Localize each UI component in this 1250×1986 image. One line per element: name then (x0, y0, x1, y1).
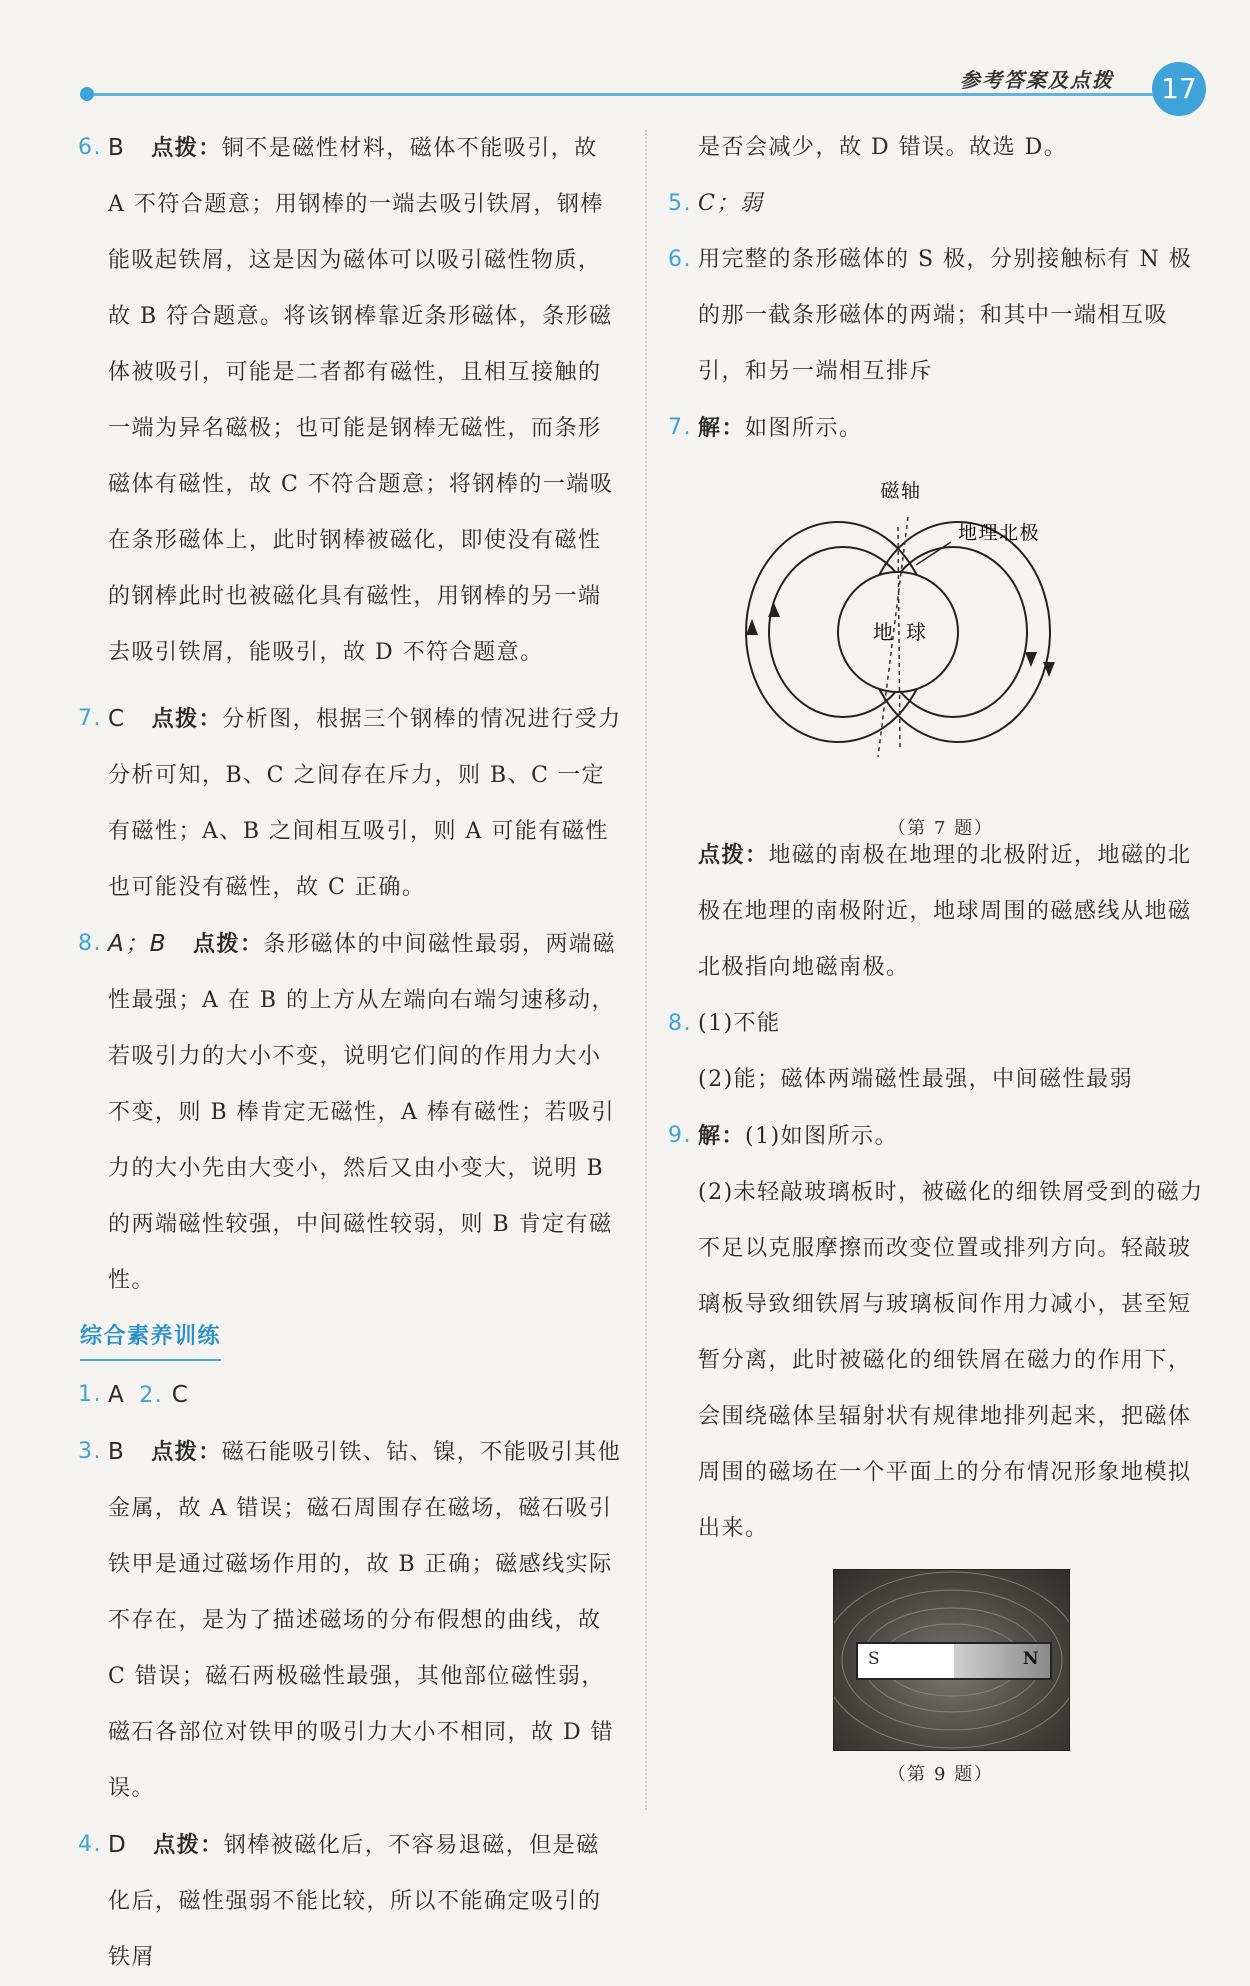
question-number: 8. (668, 1011, 692, 1036)
earth-circle (838, 572, 958, 692)
hint-text: 铜不是磁性材料，磁体不能吸引，故 A 不符合题意；用钢棒的一端去吸引铁屑，钢棒能吸起铁屑，这是因为磁体可以吸引磁性物质，故 B 符合题意。将该钢棒靠近条形磁体，条形磁体被吸引，可能是二者都有磁性，且相互接触的一端为异名磁极；也可能是钢棒无磁性，而条形磁体有磁性，故 C 不符合题意；将钢棒的一端吸在条形磁体上，此时钢棒被磁化，即使没有磁性的钢棒此时也被磁化具有磁性，用钢棒的另一端去吸引铁屑，能吸引，故 D 不符合题意。 (108, 136, 614, 665)
question-number: 9. (668, 1123, 692, 1148)
earth-magnetic-field-diagram (668, 457, 1213, 787)
answer-letter: C (171, 1382, 190, 1408)
figure-caption: （第 9 题） (887, 1764, 994, 1785)
answer-5 (668, 176, 1213, 232)
bar-magnet (856, 1642, 1052, 1680)
magnet-n-pole: N (954, 1644, 1050, 1678)
answer-part-2: (2)能；磁体两端磁性最强，中间磁性最弱 (698, 1067, 1134, 1092)
question-number: 2. (139, 1383, 164, 1408)
question-number: 6. (78, 135, 102, 160)
hint-label: 点拨： (153, 1832, 224, 1858)
page-number: 17 (1152, 62, 1206, 116)
figure-caption: （第 7 题） (887, 818, 994, 839)
answer-part-2: (2)未轻敲玻璃板时，被磁化的细铁屑受到的磁力不足以克服摩擦而改变位置或排列方向。轻敲玻璃板导致细铁屑与玻璃板间作用力减小，甚至短暂分离，此时被磁化的细铁屑在磁力的作用下，会围绕磁体呈辐射状有规律地排列起来，把磁体周围的磁场在一个平面上的分布情况形象地模拟出来。 (698, 1180, 1204, 1541)
answer-8-right (668, 996, 1213, 1108)
answer-8 (78, 916, 623, 1309)
answer-7-note (668, 827, 1213, 996)
hint-label: 点拨： (151, 706, 223, 732)
answer-4 (78, 1817, 623, 1986)
answer-7 (78, 691, 623, 916)
header-rule (88, 93, 1158, 96)
solution-label: 解： (698, 415, 746, 441)
hint-label: 点拨： (698, 842, 769, 868)
answer-9 (668, 1108, 1213, 1557)
arrow-left-inner (768, 603, 780, 617)
answer-text: 用完整的条形磁体的 S 极，分别接触标有 N 极的那一截条形磁体的两端；和其中一端相互吸引，和另一端相互排斥 (698, 247, 1193, 384)
hint-text: 分析图，根据三个钢棒的情况进行受力分析可知，B、C 之间存在斥力，则 B、C 一定有磁性；A、B 之间相互吸引，则 A 可能有磁性也可能没有磁性，故 C 正确。 (108, 707, 622, 900)
header-dot (80, 87, 94, 101)
axis-label: 磁轴 (880, 480, 922, 502)
page-header (0, 0, 1250, 130)
iron-filings-photo (833, 1569, 1070, 1751)
header-title: 参考答案及点拨 (960, 68, 1114, 92)
answer-6 (78, 120, 623, 681)
north-pole-pointer (916, 542, 951, 565)
magnet-s-pole: S (858, 1644, 954, 1678)
left-column (78, 120, 623, 1986)
answer-text: C；弱 (698, 191, 764, 216)
answer-text: 如图所示。 (745, 416, 863, 441)
question-number: 3. (78, 1439, 102, 1464)
answer-3 (78, 1424, 623, 1817)
answer-letter: B (108, 1439, 126, 1465)
arrow-left-outer (746, 619, 758, 635)
question-number: 7. (668, 415, 692, 440)
answer-letter: A (108, 1382, 126, 1408)
answer-letter: D (108, 1832, 128, 1858)
continued-text: 是否会减少，故 D 错误。故选 D。 (698, 135, 1068, 160)
answer-7-right (668, 400, 1213, 457)
answer-letter: B (108, 135, 126, 161)
answer-letter: C (108, 706, 126, 732)
hint-label: 点拨： (151, 135, 222, 161)
right-column (668, 120, 1213, 1789)
north-pole-label: 地理北极 (958, 522, 1041, 544)
answer-part-1: (1)不能 (698, 1011, 781, 1036)
figure-7 (668, 457, 1213, 839)
hint-label: 点拨： (193, 931, 264, 957)
answer-letter: A；B (108, 931, 168, 957)
question-number: 7. (78, 706, 102, 731)
question-number: 1. (78, 1382, 102, 1407)
answer-1-2 (78, 1367, 623, 1424)
hint-text: 钢棒被磁化后，不容易退磁，但是磁化后，磁性强弱不能比较，所以不能确定吸引的铁屑 (108, 1833, 602, 1970)
column-divider (645, 130, 647, 1810)
hint-text: 地磁的南极在地理的北极附近，地磁的北极在地理的南极附近，地球周围的磁感线从地磁北极指向地磁南极。 (698, 843, 1192, 980)
figure-9 (668, 1569, 1213, 1789)
answer-4-continued (668, 120, 1213, 176)
question-number: 8. (78, 931, 102, 956)
earth-label-left: 地 (873, 620, 895, 644)
hint-text: 磁石能吸引铁、钴、镍，不能吸引其他金属，故 A 错误；磁石周围存在磁场，磁石吸引铁甲是通过磁场作用的，故 B 正确；磁感线实际不存在，是为了描述磁场的分布假想的曲线，故 C 错误；磁石两极磁性最强，其他部位磁性弱，磁石各部位对铁甲的吸引力大小不相同，故 D 错误。 (108, 1440, 622, 1801)
question-number: 5. (668, 191, 692, 216)
hint-label: 点拨： (151, 1439, 222, 1465)
section-heading: 综合素养训练 (80, 1315, 221, 1361)
question-number: 6. (668, 247, 692, 272)
solution-label: 解： (698, 1123, 746, 1149)
arrow-right-inner (1025, 652, 1037, 667)
earth-label-right: 球 (906, 620, 928, 644)
hint-text: 条形磁体的中间磁性最弱，两端磁性最强；A 在 B 的上方从左端向右端匀速移动，若吸引力的大小不变，说明它们间的作用力大小不变，则 B 棒肯定无磁性，A 棒有磁性；若吸引力的大小先由大变小，然后又由小变大，说明 B 的两端磁性较强，中间磁性较弱，则 B 肯定有磁性。 (108, 932, 617, 1293)
question-number: 4. (78, 1832, 102, 1857)
answer-6-right (668, 232, 1213, 400)
answer-part-1: (1)如图所示。 (745, 1124, 899, 1149)
